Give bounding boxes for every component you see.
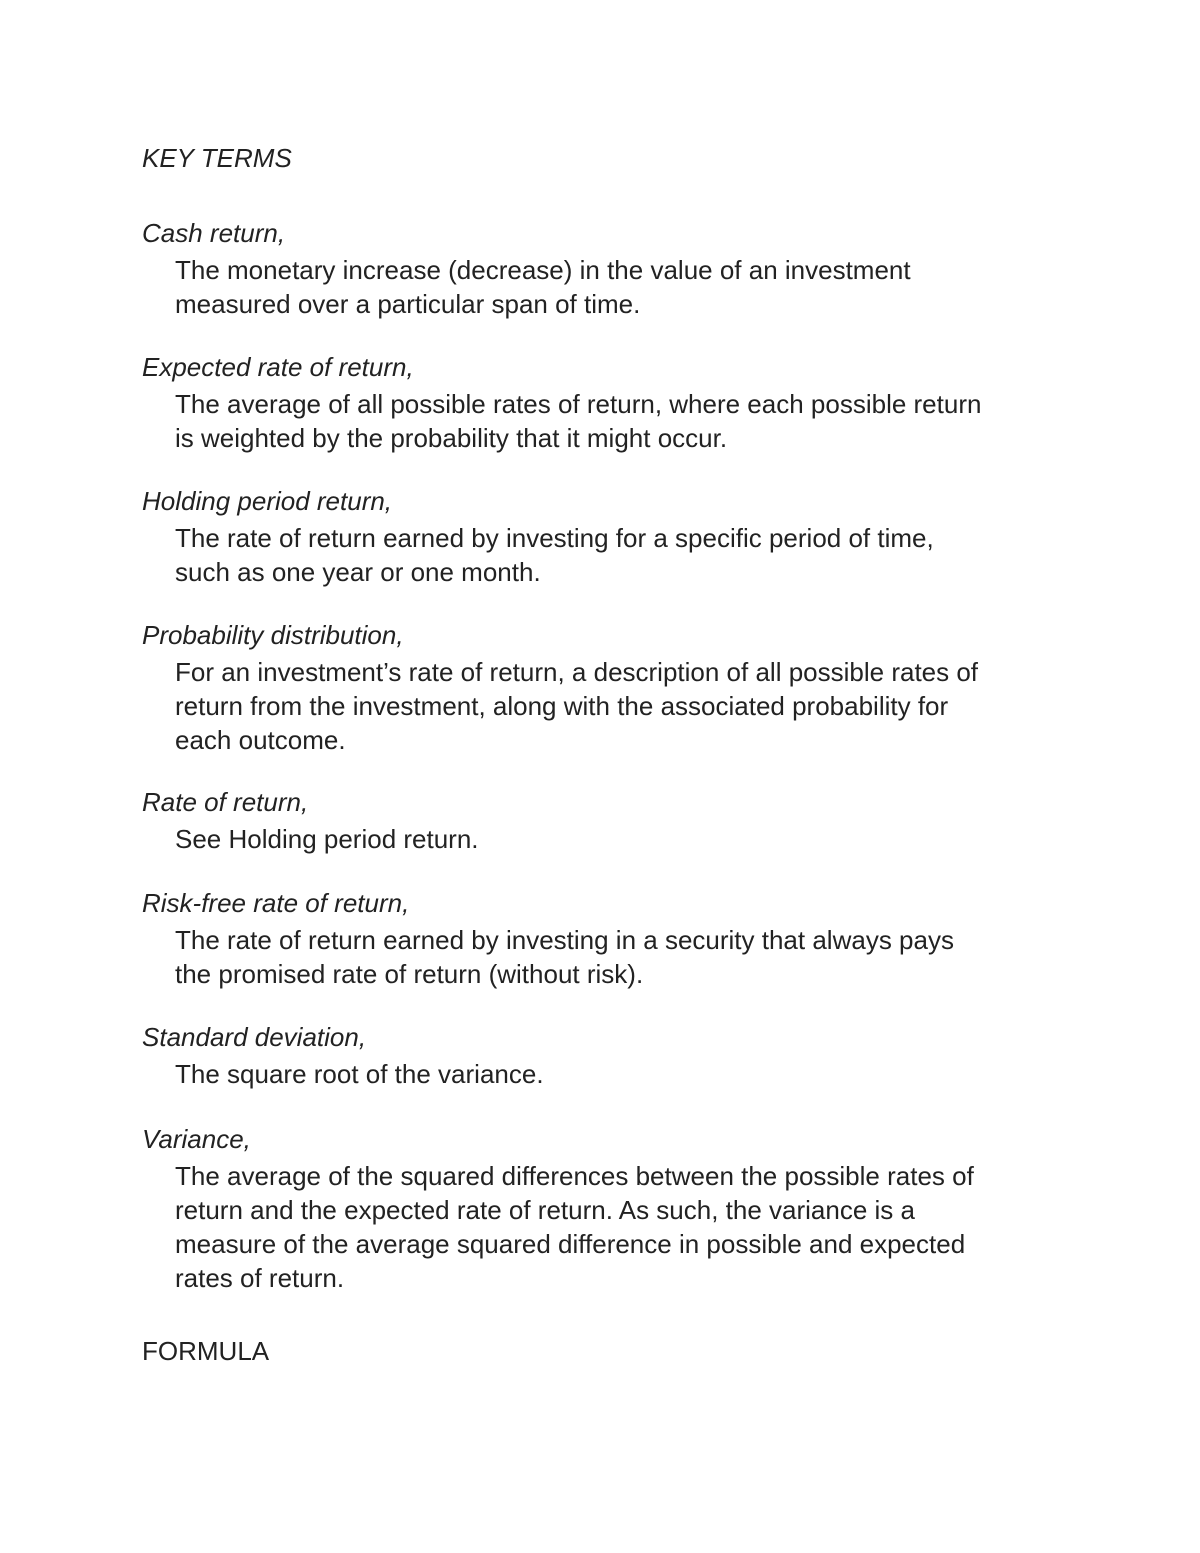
term-entry-expected-rate-of-return [142,352,1102,455]
term-name: Risk-free rate of return, [142,888,410,918]
term-entry-variance [142,1124,1102,1295]
term-definition [175,1057,1075,1091]
term-definition [175,655,1075,757]
definition-line: measured over a particular span of time. [175,289,641,319]
term-entry-rate-of-return [142,787,1102,856]
definition-line: The rate of return earned by investing for a specific period of time, [175,523,934,553]
term-name: Variance, [142,1124,251,1154]
definition-line: return from the investment, along with the associated probability for [175,691,949,721]
term-entry-risk-free-rate-of-return [142,888,1102,991]
definition-line: each outcome. [175,725,346,755]
term-name: Standard deviation, [142,1022,367,1052]
definition-line: The average of the squared differences between the possible rates of [175,1161,974,1191]
definition-line: The average of all possible rates of return, where each possible return [175,389,982,419]
term-definition [175,253,1075,321]
definition-line: rates of return. [175,1263,345,1293]
definition-line: The square root of the variance. [175,1059,544,1089]
definition-line: is weighted by the probability that it might occur. [175,423,728,453]
definition-line: measure of the average squared difference in possible and expected [175,1229,966,1259]
definition-line: return and the expected rate of return. As such, the variance is a [175,1195,915,1225]
term-definition [175,387,1075,455]
key-terms-heading: KEY TERMS [142,143,292,173]
definition-line: the promised rate of return (without risk). [175,959,644,989]
term-definition [175,521,1075,589]
term-definition [175,822,1075,856]
term-definition [175,1159,1075,1295]
definition-line: For an investment’s rate of return, a description of all possible rates of [175,657,979,687]
term-name: Holding period return, [142,486,393,516]
definition-line: The monetary increase (decrease) in the value of an investment [175,255,911,285]
definition-line: such as one year or one month. [175,557,541,587]
term-entry-standard-deviation [142,1022,1102,1091]
definition-line: The rate of return earned by investing in a security that always pays [175,925,954,955]
term-entry-cash-return [142,218,1102,321]
term-definition [175,923,1075,991]
term-name: Cash return, [142,218,286,248]
term-name: Probability distribution, [142,620,404,650]
term-name: Rate of return, [142,787,309,817]
definition-line: See Holding period return. [175,824,479,854]
formula-heading: FORMULA [142,1336,270,1366]
term-entry-holding-period-return [142,486,1102,589]
term-entry-probability-distribution [142,620,1102,757]
term-name: Expected rate of return, [142,352,414,382]
